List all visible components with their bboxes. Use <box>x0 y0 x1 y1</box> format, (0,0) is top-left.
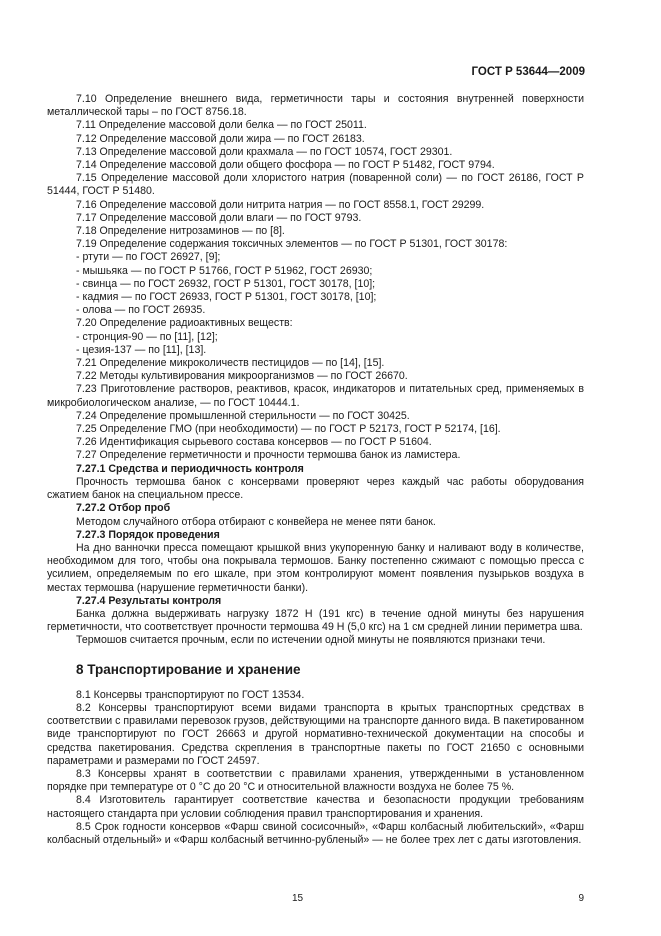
item-7-10: 7.10 Определение внешнего вида, герметичности тары и состояния внутренней поверхности металлической тары – по ГОСТ 8756.18. <box>47 93 584 119</box>
item-7-11: 7.11 Определение массовой доли белка — по ГОСТ 25011. <box>76 119 367 132</box>
document-code: ГОСТ Р 53644—2009 <box>471 66 585 78</box>
item-7-22: 7.22 Методы культивирования микроорганизмов — по ГОСТ 26670. <box>76 370 408 383</box>
list-item-mercury: - ртути — по ГОСТ 26927, [9]; <box>76 251 221 264</box>
subsection-heading-7-27-2: 7.27.2 Отбор проб <box>76 502 171 515</box>
list-item-strontium: - стронция-90 — по [11], [12]; <box>76 330 218 343</box>
sheet-number: 9 <box>578 893 584 904</box>
item-7-19: 7.19 Определение содержания токсичных элементов — по ГОСТ Р 51301, ГОСТ 30178: <box>76 238 508 251</box>
list-item-cesium: - цезия-137 — по [11], [13]. <box>76 343 207 356</box>
subsection-heading-7-27-3: 7.27.3 Порядок проведения <box>76 528 220 541</box>
section-8-title: 8 Транспортирование и хранение <box>76 661 301 677</box>
section-7-items <box>47 93 584 463</box>
item-7-14: 7.14 Определение массовой доли общего фосфора — по ГОСТ Р 51482, ГОСТ 9794. <box>76 159 495 172</box>
document-body <box>47 93 584 847</box>
paragraph-8-4: 8.4 Изготовитель гарантирует соответствие качества и безопасности продукции требованиям настоящего стандарта при условии соблюдения правил транспортирования и хранения. <box>47 794 584 820</box>
item-7-24: 7.24 Определение промышленной стерильности — по ГОСТ 30425. <box>76 409 410 422</box>
item-7-15: 7.15 Определение массовой доли хлористого натрия (поваренной соли) — по ГОСТ 26186, ГОСТ Р 51444, ГОСТ Р 51480. <box>47 172 584 198</box>
subsection-heading-7-27-4: 7.27.4 Результаты контроля <box>76 594 222 607</box>
paragraph-7-27-4-a: Банка должна выдерживать нагрузку 1872 Н (191 кгс) в течение одной минуты без нарушения герметичности, что соответствует прочности термошва 49 Н (5,0 кгс) на 1 см средней линии периметра шва. <box>47 607 584 634</box>
paragraph-7-27-1: Прочность термошва банок с консервами проверяют через каждый час работы оборудования сжатием банок на специальном прессе. <box>47 475 584 502</box>
paragraph-7-27-3: На дно ванночки пресса помещают крышкой вниз укупоренную банку и наливают воду в количестве, необходимом для того, чтобы она покрывала термошов. Банку постепенно сжимают с помощью пресса с усилием, определяемым по его шкале, при этом контролируют момент появления пузырьков воздуха в местах термошва (нарушение герметичности банки). <box>47 541 584 594</box>
item-7-26: 7.26 Идентификация сырьевого состава консервов — по ГОСТ Р 51604. <box>76 436 432 449</box>
paragraph-7-27-2: Методом случайного отбора отбирают с конвейера не менее пяти банок. <box>76 515 436 528</box>
paragraph-7-27-4-b: Термошов считается прочным, если по истечении одной минуты не появляются признаки течи. <box>76 634 546 647</box>
list-item-lead: - свинца — по ГОСТ 26932, ГОСТ Р 51301, ГОСТ 30178, [10]; <box>76 277 376 290</box>
item-7-13: 7.13 Определение массовой доли крахмала — по ГОСТ 10574, ГОСТ 29301. <box>76 145 453 158</box>
item-7-21: 7.21 Определение микроколичеств пестицидов — по [14], [15]. <box>76 357 385 370</box>
page-number: 15 <box>292 893 304 904</box>
paragraph-8-5: 8.5 Срок годности консервов «Фарш свиной сосисочный», «Фарш колбасный любительский», «Фарш колбасный отдельный» и «Фарш колбасный ветчинно-рубленый» — не более трех лет с даты изготовления. <box>47 820 584 846</box>
item-7-23: 7.23 Приготовление растворов, реактивов, красок, индикаторов и питательных сред, применяемых в микробиологическом анализе, — по ГОСТ 10444.1. <box>47 383 584 409</box>
item-7-18: 7.18 Определение нитрозаминов — по [8]. <box>76 225 285 238</box>
item-7-25: 7.25 Определение ГМО (при необходимости) — по ГОСТ Р 52173, ГОСТ Р 52174, [16]. <box>76 423 501 436</box>
paragraph-8-1: 8.1 Консервы транспортируют по ГОСТ 13534. <box>76 688 305 701</box>
list-item-cadmium: - кадмия — по ГОСТ 26933, ГОСТ Р 51301, ГОСТ 30178, [10]; <box>76 291 377 304</box>
list-item-arsenic: - мышьяка — по ГОСТ Р 51766, ГОСТ Р 51962, ГОСТ 26930; <box>76 264 373 277</box>
item-7-16: 7.16 Определение массовой доли нитрита натрия — по ГОСТ 8558.1, ГОСТ 29299. <box>76 198 485 211</box>
item-7-12: 7.12 Определение массовой доли жира — по ГОСТ 26183. <box>76 132 365 145</box>
item-7-20: 7.20 Определение радиоактивных веществ: <box>76 317 293 330</box>
subsection-heading-7-27-1: 7.27.1 Средства и периодичность контроля <box>76 462 304 475</box>
item-7-17: 7.17 Определение массовой доли влаги — по ГОСТ 9793. <box>76 211 362 224</box>
paragraph-8-3: 8.3 Консервы хранят в соответствии с правилами хранения, утвержденными в установленном порядке при температуре от 0 °С до 20 °С и относительной влажности воздуха не более 75 %. <box>47 767 584 794</box>
list-item-tin: - олова — по ГОСТ 26935. <box>76 304 206 317</box>
paragraph-8-2: 8.2 Консервы транспортируют всеми видами транспорта в крытых транспортных средствах в соответствии с правилами перевозок грузов, действующими на транспорте данного вида. В пакетированном виде транспортируют по ГОСТ 26663 и другой нормативно-технической документации на способы и средства пакетирования. Средства скрепления в транспортные пакеты по ГОСТ 21650 с основными параметрами и размерами по ГОСТ 24597. <box>47 701 584 767</box>
item-7-27: 7.27 Определение герметичности и прочности термошва банок из ламистера. <box>76 449 461 462</box>
